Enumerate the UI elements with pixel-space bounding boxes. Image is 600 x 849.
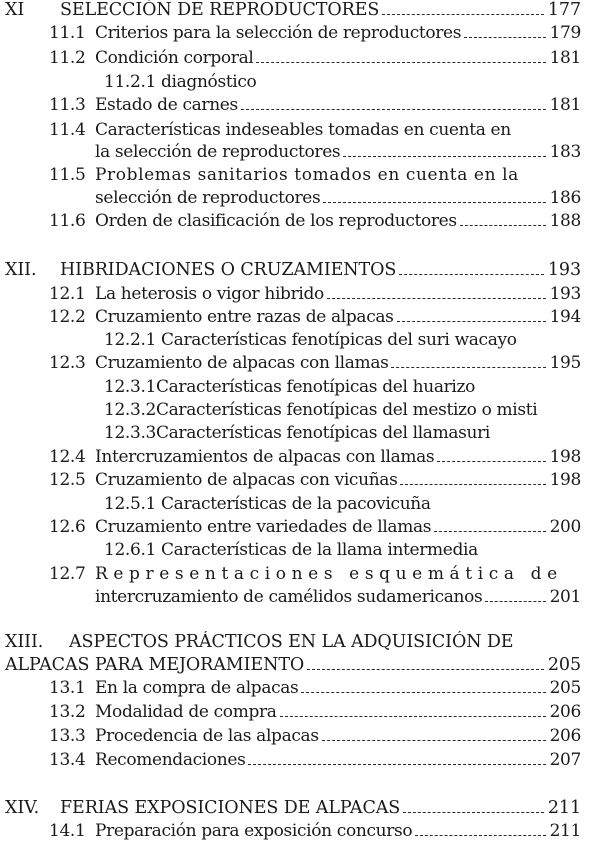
page-number: 206	[549, 726, 581, 746]
section-title-line: selección de reproductores	[95, 188, 321, 208]
subsection-title: 12.3.3Características fenotípicas del llamasuri	[104, 423, 490, 443]
dot-leader	[280, 715, 546, 717]
section-title: Recomendaciones	[95, 750, 246, 770]
toc-entry	[49, 22, 581, 44]
page-number: 201	[549, 587, 581, 607]
toc-entry	[49, 516, 581, 538]
subsection-title: 12.3.2Características fenotípicas del mestizo o misti	[104, 400, 538, 420]
toc-subentry	[104, 329, 517, 351]
section-number: 12.7	[49, 564, 86, 584]
dot-leader	[241, 108, 546, 110]
dot-leader	[391, 366, 545, 368]
toc-entry	[49, 701, 581, 723]
section-title: Intercruzamientos de alpacas con llamas	[95, 447, 435, 467]
toc-subentry	[104, 376, 475, 398]
dot-leader	[485, 600, 545, 602]
toc-entry	[49, 210, 581, 232]
toc-entry	[49, 352, 581, 374]
section-title: Cruzamiento entre razas de alpacas	[95, 307, 394, 327]
page-number: 188	[549, 211, 581, 231]
section-title: Cruzamiento de alpacas con llamas	[95, 353, 389, 373]
dot-leader	[327, 297, 546, 299]
page-number: 193	[549, 284, 581, 304]
section-title: En la compra de alpacas	[95, 678, 299, 698]
toc-entry	[49, 306, 581, 328]
page-number: 211	[549, 821, 581, 841]
dot-leader	[301, 691, 545, 693]
page-number: 205	[547, 655, 581, 675]
section-number: 11.1	[49, 23, 86, 43]
page-number: 194	[549, 307, 581, 327]
chapter-xiii-heading	[5, 631, 581, 653]
chapter-title: SELECCIÓN DE REPRODUCTORES	[60, 0, 380, 20]
chapter-xi-heading	[5, 0, 581, 21]
section-number: 11.6	[49, 211, 86, 231]
section-number: 13.4	[49, 750, 86, 770]
toc-entry	[49, 725, 581, 747]
section-number: 11.5	[49, 165, 86, 185]
chapter-number: XII.	[5, 260, 37, 280]
toc-entry	[49, 820, 581, 842]
section-title: Criterios para la selección de reproductores	[95, 23, 462, 43]
section-number: 11.3	[49, 95, 86, 115]
section-number: 12.6	[49, 517, 86, 537]
dot-leader	[434, 530, 545, 532]
chapter-xiii-heading-continuation	[5, 654, 581, 676]
dot-leader	[403, 811, 544, 813]
dot-leader	[460, 224, 546, 226]
page-number: 181	[549, 48, 581, 68]
toc-entry	[49, 119, 581, 141]
toc-entry	[49, 94, 581, 116]
page-number: 177	[547, 0, 581, 20]
section-title: Cruzamiento entre variedades de llamas	[95, 517, 432, 537]
subsection-title: 12.6.1 Características de la llama intermedia	[104, 540, 478, 560]
dot-leader	[399, 273, 544, 275]
toc-entry	[49, 749, 581, 771]
page-number: 207	[549, 750, 581, 770]
section-number: 12.3	[49, 353, 86, 373]
section-title: Modalidad de compra	[95, 702, 277, 722]
section-number: 11.2	[49, 48, 86, 68]
chapter-xii-heading	[5, 259, 581, 281]
toc-entry	[49, 283, 581, 305]
toc-subentry	[104, 422, 490, 444]
toc-entry	[49, 446, 581, 468]
dot-leader	[382, 13, 544, 15]
section-title: Estado de carnes	[95, 95, 238, 115]
dot-leader	[307, 668, 544, 670]
toc-subentry	[104, 399, 537, 421]
chapter-xiv-heading	[5, 797, 581, 819]
page-number: 198	[549, 447, 581, 467]
subsection-title: 11.2.1 diagnóstico	[104, 72, 257, 92]
toc-entry-continuation	[95, 141, 581, 163]
section-title: Orden de clasificación de los reproductores	[95, 211, 457, 231]
page-number: 206	[549, 702, 581, 722]
section-number: 13.2	[49, 702, 86, 722]
page-number: 181	[549, 95, 581, 115]
page-number: 183	[549, 142, 581, 162]
section-title: Preparación para exposición concurso	[95, 821, 413, 841]
section-title-line: la selección de reproductores	[95, 142, 341, 162]
chapter-title-line: ASPECTOS PRÁCTICOS EN LA ADQUISICIÓN DE	[69, 632, 514, 652]
page-number: 193	[547, 260, 581, 280]
section-title-line: intercruzamiento de camélidos sudamericanos	[95, 587, 483, 607]
section-title: Cruzamiento de alpacas con vicuñas	[95, 470, 398, 490]
toc-entry	[49, 47, 581, 69]
chapter-number: XIV.	[5, 798, 40, 818]
page-number: 200	[549, 517, 581, 537]
dot-leader	[397, 320, 546, 322]
toc-entry-continuation	[95, 187, 581, 209]
section-number: 14.1	[49, 821, 86, 841]
page-number: 186	[549, 188, 581, 208]
section-number: 13.3	[49, 726, 86, 746]
section-title: La heterosis o vigor hibrido	[95, 284, 324, 304]
dot-leader	[437, 460, 545, 462]
dot-leader	[343, 155, 545, 157]
page-number: 195	[549, 353, 581, 373]
dot-leader	[248, 763, 545, 765]
toc-entry	[49, 469, 581, 491]
page-number: 198	[549, 470, 581, 490]
section-title-line: Representaciones esquemática de	[95, 564, 563, 584]
toc-entry-continuation	[95, 586, 581, 608]
section-title-line: Problemas sanitarios tomados en cuenta en la	[95, 165, 519, 185]
page-number: 205	[549, 678, 581, 698]
section-number: 12.2	[49, 307, 86, 327]
section-title: Condición corporal	[95, 48, 254, 68]
section-number: 12.4	[49, 447, 86, 467]
section-number: 11.4	[49, 120, 86, 140]
dot-leader	[400, 483, 545, 485]
subsection-title: 12.3.1Características fenotípicas del huarizo	[104, 377, 475, 397]
subsection-title: 12.2.1 Características fenotípicas del suri wacayo	[104, 330, 517, 350]
section-number: 13.1	[49, 678, 86, 698]
chapter-title: FERIAS EXPOSICIONES DE ALPACAS	[60, 798, 401, 818]
page-number: 179	[549, 23, 581, 43]
dot-leader	[323, 201, 545, 203]
section-title-line: Características indeseables tomadas en cuenta en	[95, 120, 511, 140]
toc-subentry	[104, 539, 478, 561]
toc-subentry	[104, 493, 431, 515]
chapter-title-line: ALPACAS PARA MEJORAMIENTO	[5, 655, 305, 675]
toc-entry	[49, 677, 581, 699]
dot-leader	[464, 36, 545, 38]
section-title: Procedencia de las alpacas	[95, 726, 319, 746]
toc-subentry	[104, 71, 256, 93]
section-number: 12.5	[49, 470, 86, 490]
toc-entry	[49, 563, 581, 585]
dot-leader	[415, 834, 545, 836]
page-number: 211	[547, 798, 581, 818]
chapter-number: XI	[5, 0, 25, 20]
dot-leader	[322, 739, 546, 741]
dot-leader	[256, 61, 545, 63]
toc-entry	[49, 164, 581, 186]
section-number: 12.1	[49, 284, 86, 304]
subsection-title: 12.5.1 Características de la pacovicuña	[104, 494, 431, 514]
chapter-number: XIII.	[5, 632, 44, 652]
chapter-title: HIBRIDACIONES O CRUZAMIENTOS	[60, 260, 397, 280]
